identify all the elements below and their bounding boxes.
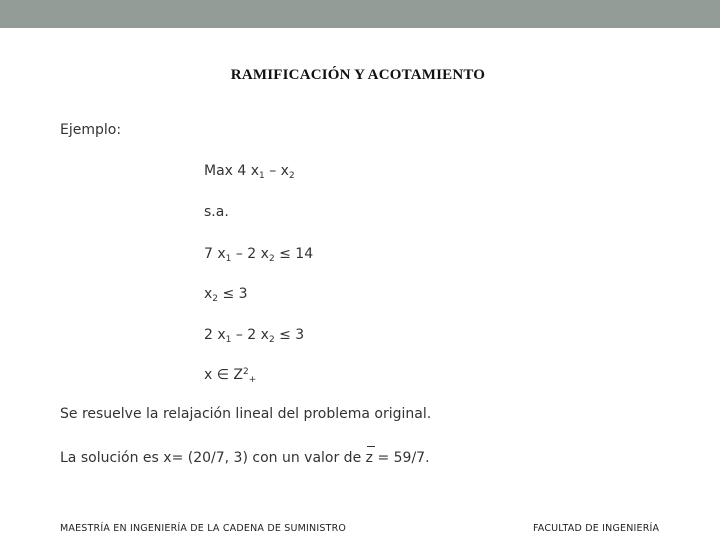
top-bar: [0, 0, 720, 28]
relaxation-text: Se resuelve la relajación lineal del problema original.: [60, 406, 432, 422]
footer-left: MAESTRÍA EN INGENIERÍA DE LA CADENA DE SUMINISTRO: [60, 523, 347, 534]
constraint-1: 7 $x_1 - 2$ $x_2 \le 14$: [204, 246, 314, 264]
footer-right: FACULTAD DE INGENIERÍA: [533, 523, 660, 534]
example-label: Ejemplo:: [60, 122, 122, 138]
constraint-3: 2 $x_1 - 2$ $x_2 \le 3$: [204, 327, 305, 345]
solution-text: La solución es x= (20/7, 3) con un valor de z = 59/7.: [60, 450, 430, 466]
slide-title: RAMIFICACIÓN Y ACOTAMIENTO: [230, 67, 486, 83]
domain-constraint: x ∈ $Z^2_+$: [204, 367, 257, 385]
z-bar-symbol: z: [365, 450, 373, 466]
subject-to-label: s.a.: [204, 204, 229, 220]
constraint-2: $x_2 \le 3$: [204, 286, 248, 304]
objective-function: Max 4 $x_1 - x_2$: [204, 163, 295, 181]
